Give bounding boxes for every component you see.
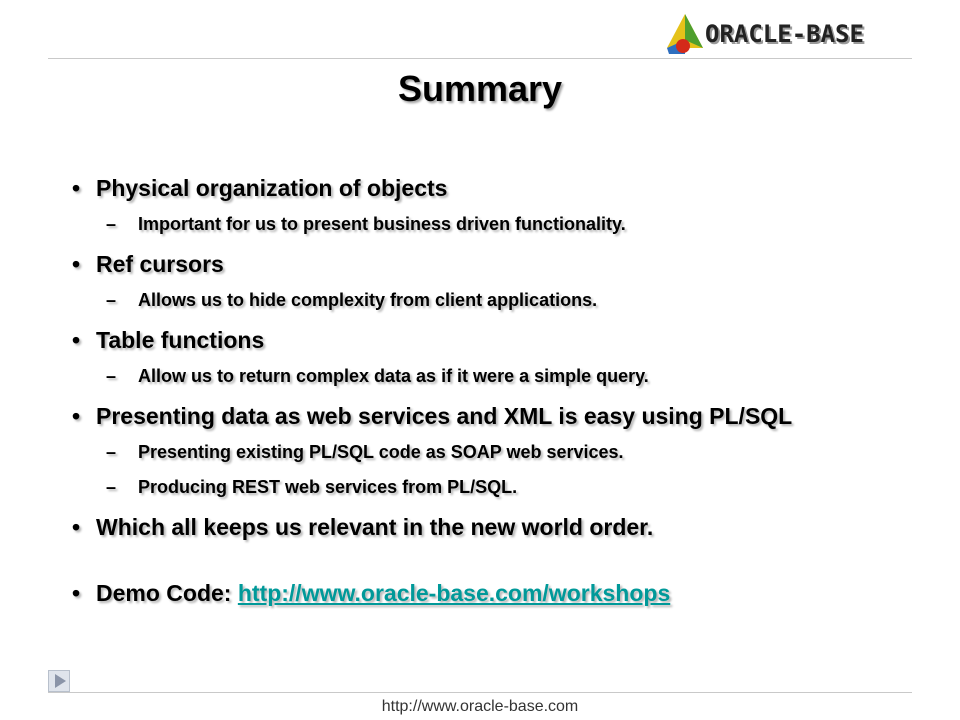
bullet-dot: • bbox=[72, 514, 81, 540]
bullet-text: Physical organization of objects bbox=[96, 175, 448, 201]
sub-bullet-text: Producing REST web services from PL/SQL. bbox=[138, 477, 518, 497]
bullet-item bbox=[72, 513, 932, 541]
bullet-text: Ref cursors bbox=[96, 251, 224, 277]
sub-bullet-dash: – bbox=[106, 214, 117, 234]
sub-bullet-item bbox=[106, 288, 932, 312]
sub-bullet-item bbox=[106, 212, 932, 236]
play-arrow-glyph bbox=[49, 671, 69, 691]
bullet-text: Table functions bbox=[96, 327, 265, 353]
demo-code-item bbox=[72, 579, 932, 607]
bullet-text: Presenting data as web services and XML is easy using PL/SQL bbox=[96, 403, 793, 429]
bullet-item bbox=[72, 326, 932, 354]
sub-bullet-text: Allow us to return complex data as if it were a simple query. bbox=[138, 366, 649, 386]
bullet-item bbox=[72, 402, 932, 430]
bullet-dot: • bbox=[72, 251, 81, 277]
demo-code-link[interactable]: http://www.oracle-base.com/workshops bbox=[237, 580, 671, 606]
top-divider bbox=[48, 58, 912, 59]
demo-code-label: Demo Code: bbox=[96, 580, 238, 606]
slide-title: Summary bbox=[397, 68, 563, 109]
sub-bullet-text: Allows us to hide complexity from client applications. bbox=[138, 290, 598, 310]
sub-bullet-dash: – bbox=[106, 477, 117, 497]
sub-bullet-dash: – bbox=[106, 442, 117, 462]
sub-bullet-item bbox=[106, 440, 932, 464]
bullet-dot: • bbox=[72, 175, 81, 201]
bullet-item bbox=[72, 174, 932, 202]
oracle-base-logo bbox=[663, 10, 913, 60]
bullet-text: Which all keeps us relevant in the new world order. bbox=[96, 514, 654, 540]
bullet-dot: • bbox=[72, 580, 81, 606]
sub-bullet-dash: – bbox=[106, 290, 117, 310]
bullet-dot: • bbox=[72, 403, 81, 429]
sub-bullet-item bbox=[106, 364, 932, 388]
sub-bullet-dash: – bbox=[106, 366, 117, 386]
sub-bullet-text: Important for us to present business driven functionality. bbox=[138, 214, 626, 234]
sub-bullet-text: Presenting existing PL/SQL code as SOAP web services. bbox=[138, 442, 624, 462]
bottom-divider bbox=[48, 692, 912, 693]
bullet-item bbox=[72, 250, 932, 278]
bullet-list bbox=[72, 174, 932, 607]
play-arrow-icon[interactable] bbox=[48, 670, 70, 692]
footer-url: http://www.oracle-base.com bbox=[381, 698, 579, 715]
sub-bullet-item bbox=[106, 475, 932, 499]
bullet-dot: • bbox=[72, 327, 81, 353]
logo-text: ORACLE-BASE bbox=[705, 20, 864, 48]
